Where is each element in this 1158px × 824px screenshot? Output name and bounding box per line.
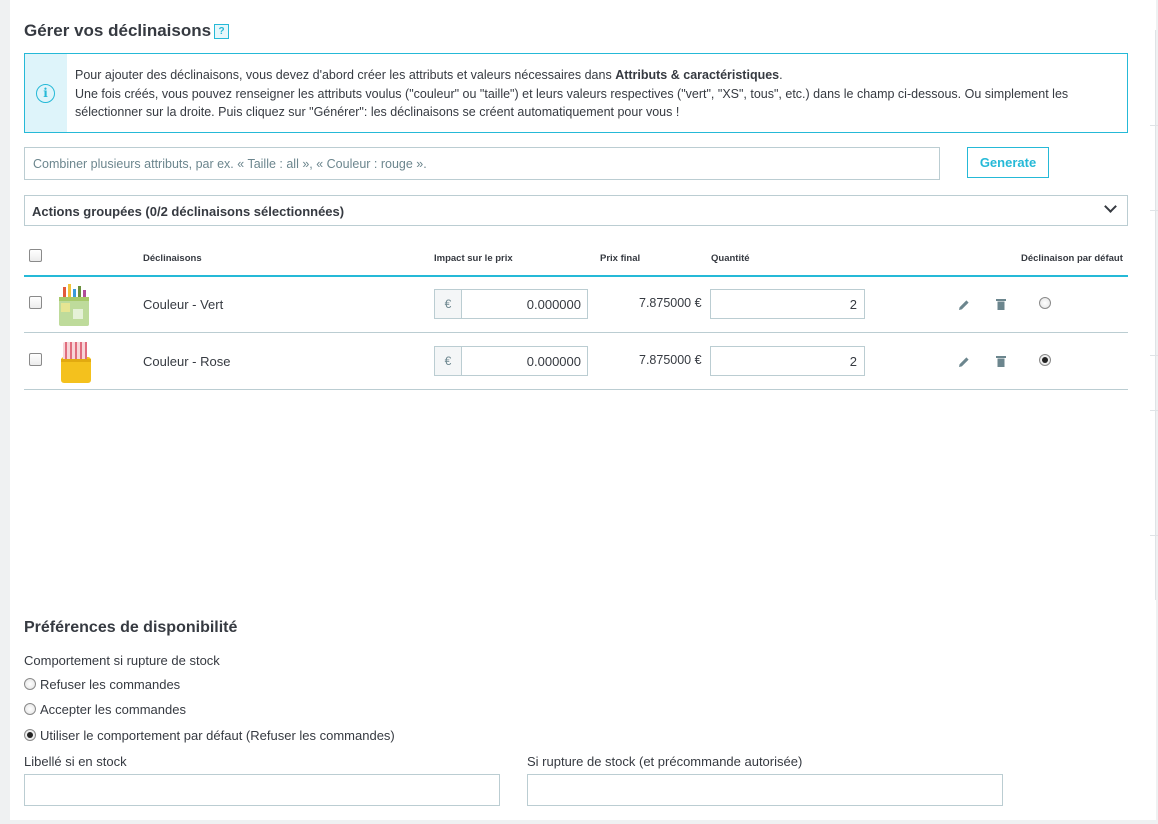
right-scroll-rail	[1155, 30, 1156, 600]
info-alert	[24, 53, 1128, 133]
select-all-checkbox[interactable]	[29, 249, 42, 262]
alert-icon-area	[25, 54, 67, 132]
accept-orders-radio[interactable]	[24, 703, 36, 715]
currency-addon: €	[435, 290, 462, 318]
default-variant-radio[interactable]	[1039, 354, 1051, 366]
th-declinaisons: Déclinaisons	[143, 253, 202, 264]
price-impact-value: 0.000000	[526, 354, 581, 369]
refuse-orders-radio[interactable]	[24, 678, 36, 690]
th-default: Déclinaison par défaut	[1021, 253, 1123, 264]
availability-title: Préférences de disponibilité	[24, 619, 238, 636]
default-variant-radio[interactable]	[1039, 297, 1051, 309]
table-header-underline	[24, 275, 1128, 277]
alert-text	[75, 66, 1120, 122]
row-divider	[24, 389, 1128, 390]
section-title	[24, 21, 229, 41]
th-final-price: Prix final	[600, 253, 641, 264]
price-impact-input[interactable]	[434, 346, 588, 376]
product-thumbnail[interactable]	[55, 337, 97, 385]
row-checkbox[interactable]	[29, 353, 42, 366]
alert-text-after: .	[779, 68, 783, 82]
price-impact-value: 0.000000	[526, 297, 581, 312]
final-price: 7.875000 €	[639, 353, 702, 367]
out-of-stock-field[interactable]	[527, 774, 1003, 806]
right-rail-tick	[1150, 535, 1158, 536]
row-divider	[24, 332, 1128, 333]
delete-icon[interactable]	[996, 355, 1006, 367]
right-rail-tick	[1150, 355, 1158, 356]
default-behavior-label[interactable]: Utiliser le comportement par défaut (Refuser les commandes)	[40, 728, 395, 743]
attributes-link[interactable]: Attributs & caractéristiques	[615, 68, 780, 82]
alert-text-before: Pour ajouter des déclinaisons, vous devez d'abord créer les attributs et valeurs nécessaires dans	[75, 68, 616, 82]
product-thumbnail[interactable]	[55, 281, 97, 329]
in-stock-label: Libellé si en stock	[24, 754, 127, 769]
final-price: 7.875000 €	[639, 296, 702, 310]
left-gutter	[0, 0, 10, 824]
th-quantity: Quantité	[711, 253, 750, 264]
edit-icon[interactable]	[958, 299, 970, 311]
in-stock-field[interactable]	[24, 774, 500, 806]
right-rail-tick	[1150, 410, 1158, 411]
combine-attributes-input[interactable]	[24, 147, 940, 180]
edit-icon[interactable]	[958, 356, 970, 368]
quantity-input[interactable]	[710, 346, 865, 376]
right-rail-tick	[1150, 210, 1158, 211]
out-of-stock-behavior-label: Comportement si rupture de stock	[24, 653, 220, 668]
right-rail-tick	[1150, 125, 1158, 126]
bulk-actions-label: Actions groupées (0/2 déclinaisons sélectionnées)	[32, 204, 345, 219]
bulk-actions-bar[interactable]	[24, 195, 1128, 226]
price-impact-input[interactable]	[434, 289, 588, 319]
accept-orders-label[interactable]: Accepter les commandes	[40, 702, 186, 717]
bottom-gutter	[0, 820, 1158, 824]
help-icon[interactable]: ?	[214, 24, 229, 39]
refuse-orders-label[interactable]: Refuser les commandes	[40, 677, 181, 692]
alert-line2: Une fois créés, vous pouvez renseigner les attributs voulus ("couleur" ou "taille") et leurs valeurs respectives ("vert", "XS", tous", etc.) dans le champ ci-dessous. Ou simplement les sélectionner sur la droite. Puis cliquez sur "Générer": les déclinaisons se créent automatiquement pour vous !	[75, 86, 1069, 119]
out-of-stock-label: Si rupture de stock (et précommande autorisée)	[527, 754, 803, 769]
quantity-input[interactable]	[710, 289, 865, 319]
chevron-down-icon	[1104, 200, 1117, 213]
generate-button[interactable]: Generate	[967, 147, 1049, 178]
quantity-value: 2	[849, 297, 857, 312]
row-checkbox[interactable]	[29, 296, 42, 309]
currency-addon: €	[435, 347, 462, 375]
delete-icon[interactable]	[996, 298, 1006, 310]
variant-name: Couleur - Vert	[143, 297, 224, 312]
default-behavior-radio[interactable]	[24, 729, 36, 741]
quantity-value: 2	[849, 354, 857, 369]
info-icon: i	[36, 84, 55, 103]
variant-name: Couleur - Rose	[143, 354, 231, 369]
th-impact: Impact sur le prix	[434, 253, 513, 264]
section-title-text: Gérer vos déclinaisons	[24, 21, 212, 40]
